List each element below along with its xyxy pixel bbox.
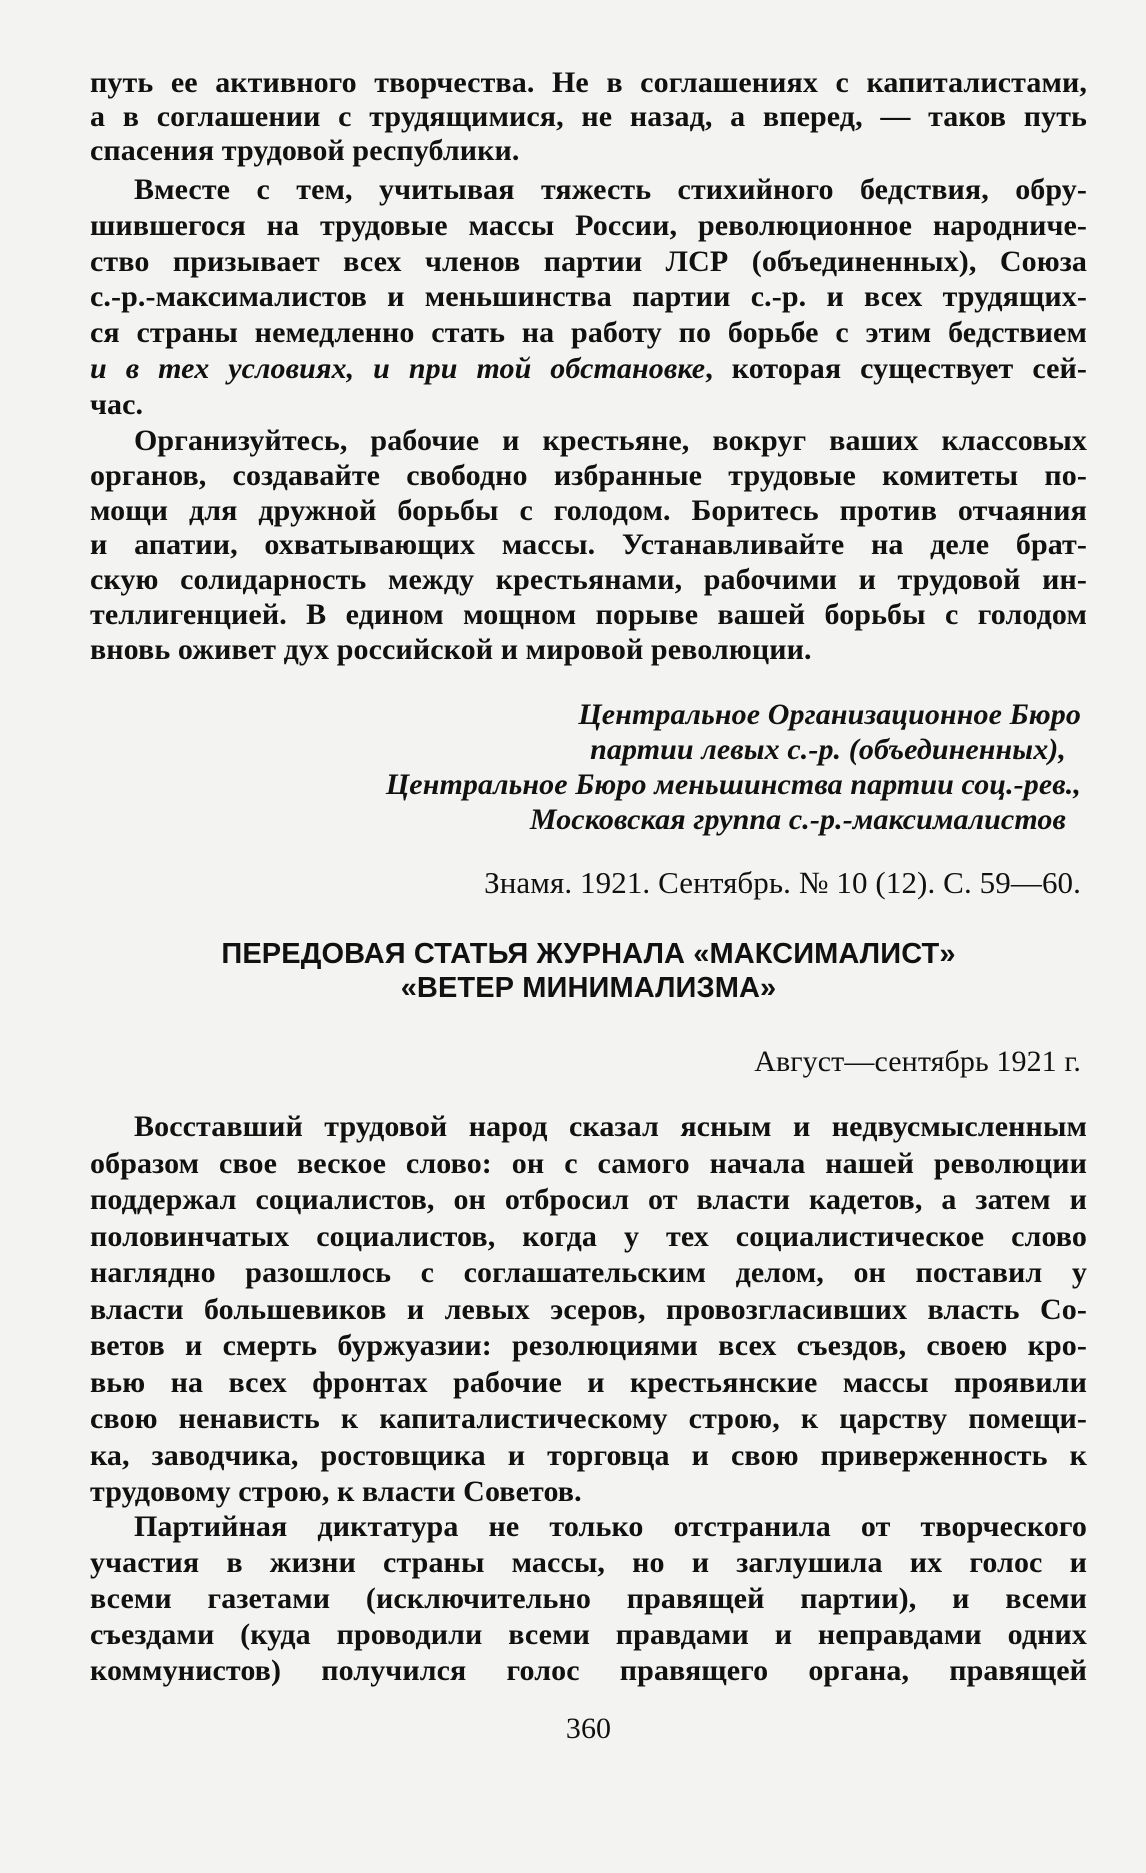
text-segment: трудовому строю, к власти Советов.: [90, 1475, 582, 1508]
text-line: [90, 1329, 1087, 1366]
text-segment: с.-р.-максималистов и меньшинства партии с.-р. и всех трудящих-: [90, 280, 1087, 314]
text-segment: путь ее активного творчества. Не в соглашениях с капиталистами,: [90, 66, 1087, 99]
paragraph-closing-2: [90, 173, 1087, 424]
text-line: [90, 134, 1087, 168]
text-segment: поддержал социалистов, он отбросил от власти кадетов, а затем и: [90, 1183, 1087, 1216]
page-number-text: 360: [565, 1712, 612, 1745]
text-line: [90, 1439, 1087, 1476]
text-line: [90, 598, 1087, 633]
signature-line: партии левых с.-р. (объединенных),: [590, 733, 1066, 766]
text-segment: образом свое веское слово: он с самого начала нашей революции: [90, 1146, 1087, 1180]
text-line: [90, 459, 1087, 494]
text-segment: теллигенцией. В едином мощном порыве вашей борьбы с голодом: [90, 597, 1087, 631]
text-line: [90, 1293, 1087, 1330]
text-segment: органов, создавайте свободно избранные трудовые комитеты по-: [90, 458, 1087, 492]
text-segment: вью на всех фронтах рабочие и крестьянские массы проявили: [90, 1365, 1087, 1399]
text-line: [90, 173, 1087, 209]
text-line: [90, 528, 1087, 563]
text-line: [90, 100, 1087, 134]
text-segment: Восставший трудовой народ сказал ясным и недвусмысленным: [134, 1110, 1087, 1143]
text-segment: половинчатых социалистов, когда у тех социалистическое слово: [90, 1219, 1087, 1253]
text-segment: власти большевиков и левых эсеров, провозгласивших власть Со-: [90, 1292, 1087, 1326]
text-line: [90, 388, 1087, 424]
text-segment: ветов и смерть буржуазии: резолюциями всех съездов, своею кро-: [90, 1329, 1087, 1362]
italic-text: и в тех условиях, и при той обстановке: [90, 351, 706, 385]
text-line: [90, 280, 1087, 316]
text-line: [90, 1366, 1087, 1403]
text-line: [90, 1654, 1087, 1690]
text-segment: Партийная диктатура не только отстранила от творческого: [134, 1510, 1087, 1543]
text-line: [90, 1220, 1087, 1257]
text-segment: Вместе с тем, учитывая тяжесть стихийного бедствия, обру-: [134, 173, 1087, 206]
text-line: [90, 245, 1087, 281]
text-segment: спасения трудовой республики.: [90, 134, 520, 167]
article-heading: [90, 937, 1087, 1005]
text-segment: ся страны немедленно стать на работу по борьбе с этим бедствием: [90, 316, 1087, 350]
text-line: [90, 1510, 1087, 1546]
signature-line: Московская группа с.-р.-максималистов: [529, 803, 1066, 836]
text-line: [90, 316, 1087, 352]
text-line: [90, 633, 1087, 668]
text-segment: ка, заводчика, ростовщика и торговца и свою приверженность к: [90, 1438, 1087, 1472]
text-segment: , которая существует сей-: [705, 351, 1087, 385]
text-line: [90, 1183, 1087, 1220]
text-line: [90, 1475, 1087, 1512]
text-line: [90, 209, 1087, 245]
paragraph-closing-1: [90, 66, 1087, 168]
heading-line-1: ПЕРЕДОВАЯ СТАТЬЯ ЖУРНАЛА «МАКСИМАЛИСТ»: [221, 938, 956, 970]
text-segment: коммунистов) получился голос правящего органа, правящей: [90, 1654, 1087, 1687]
source-text: Знамя. 1921. Сентябрь. № 10 (12). С. 59—60.: [484, 865, 1081, 900]
text-segment: ство призывает всех членов партии ЛСР (объединенных), Союза: [90, 244, 1087, 278]
text-line: [90, 1618, 1087, 1654]
text-segment: наглядно разошлось с соглашательским делом, он поставил у: [90, 1256, 1087, 1289]
text-segment: скую солидарность между крестьянами, рабочими и трудовой ин-: [90, 563, 1087, 597]
text-segment: съездами (куда проводили всеми правдами и неправдами одних: [90, 1618, 1087, 1651]
paragraph-article-2: [90, 1510, 1087, 1690]
date-text: Август—сентябрь 1921 г.: [754, 1045, 1081, 1078]
text-line: [90, 424, 1087, 459]
text-line: [90, 494, 1087, 529]
signature-line: Центральное Организационное Бюро: [578, 698, 1081, 731]
source-citation: [90, 866, 1087, 900]
paragraph-closing-3: [90, 424, 1087, 668]
text-line: [90, 1402, 1087, 1439]
text-segment: а в соглашении с трудящимися, не назад, а вперед, — таков путь: [90, 100, 1087, 133]
paragraph-article-1: [90, 1110, 1087, 1512]
text-segment: и апатии, охватывающих массы. Устанавливайте на деле брат-: [90, 528, 1087, 562]
text-segment: час.: [90, 387, 144, 421]
text-line: [90, 563, 1087, 598]
text-segment: шившегося на трудовые массы России, революционное народниче-: [90, 208, 1087, 242]
text-line: [90, 1256, 1087, 1293]
text-line: [90, 1582, 1087, 1618]
signatures: [90, 698, 1087, 838]
text-segment: Организуйтесь, рабочие и крестьяне, вокруг ваших классовых: [134, 424, 1087, 457]
text-segment: участия в жизни страны массы, но и заглушила их голос и: [90, 1546, 1087, 1579]
text-line: [90, 1147, 1087, 1184]
text-line: [90, 66, 1087, 100]
text-segment: свою ненависть к капиталистическому строю, к царству помещи-: [90, 1402, 1087, 1435]
article-date: [90, 1045, 1087, 1079]
signature-line: Центральное Бюро меньшинства партии соц.-рев.,: [385, 768, 1081, 801]
text-line: [90, 1110, 1087, 1147]
text-segment: мощи для дружной борьбы с голодом. Боритесь против отчаяния: [90, 493, 1087, 527]
text-segment: всеми газетами (исключительно правящей партии), и всеми: [90, 1582, 1087, 1615]
text-segment: вновь оживет дух российской и мировой революции.: [90, 632, 812, 666]
heading-line-2: «ВЕТЕР МИНИМАЛИЗМА»: [400, 972, 777, 1004]
page-number: [90, 1712, 1087, 1746]
text-line: [90, 352, 1087, 388]
text-line: [90, 1546, 1087, 1582]
